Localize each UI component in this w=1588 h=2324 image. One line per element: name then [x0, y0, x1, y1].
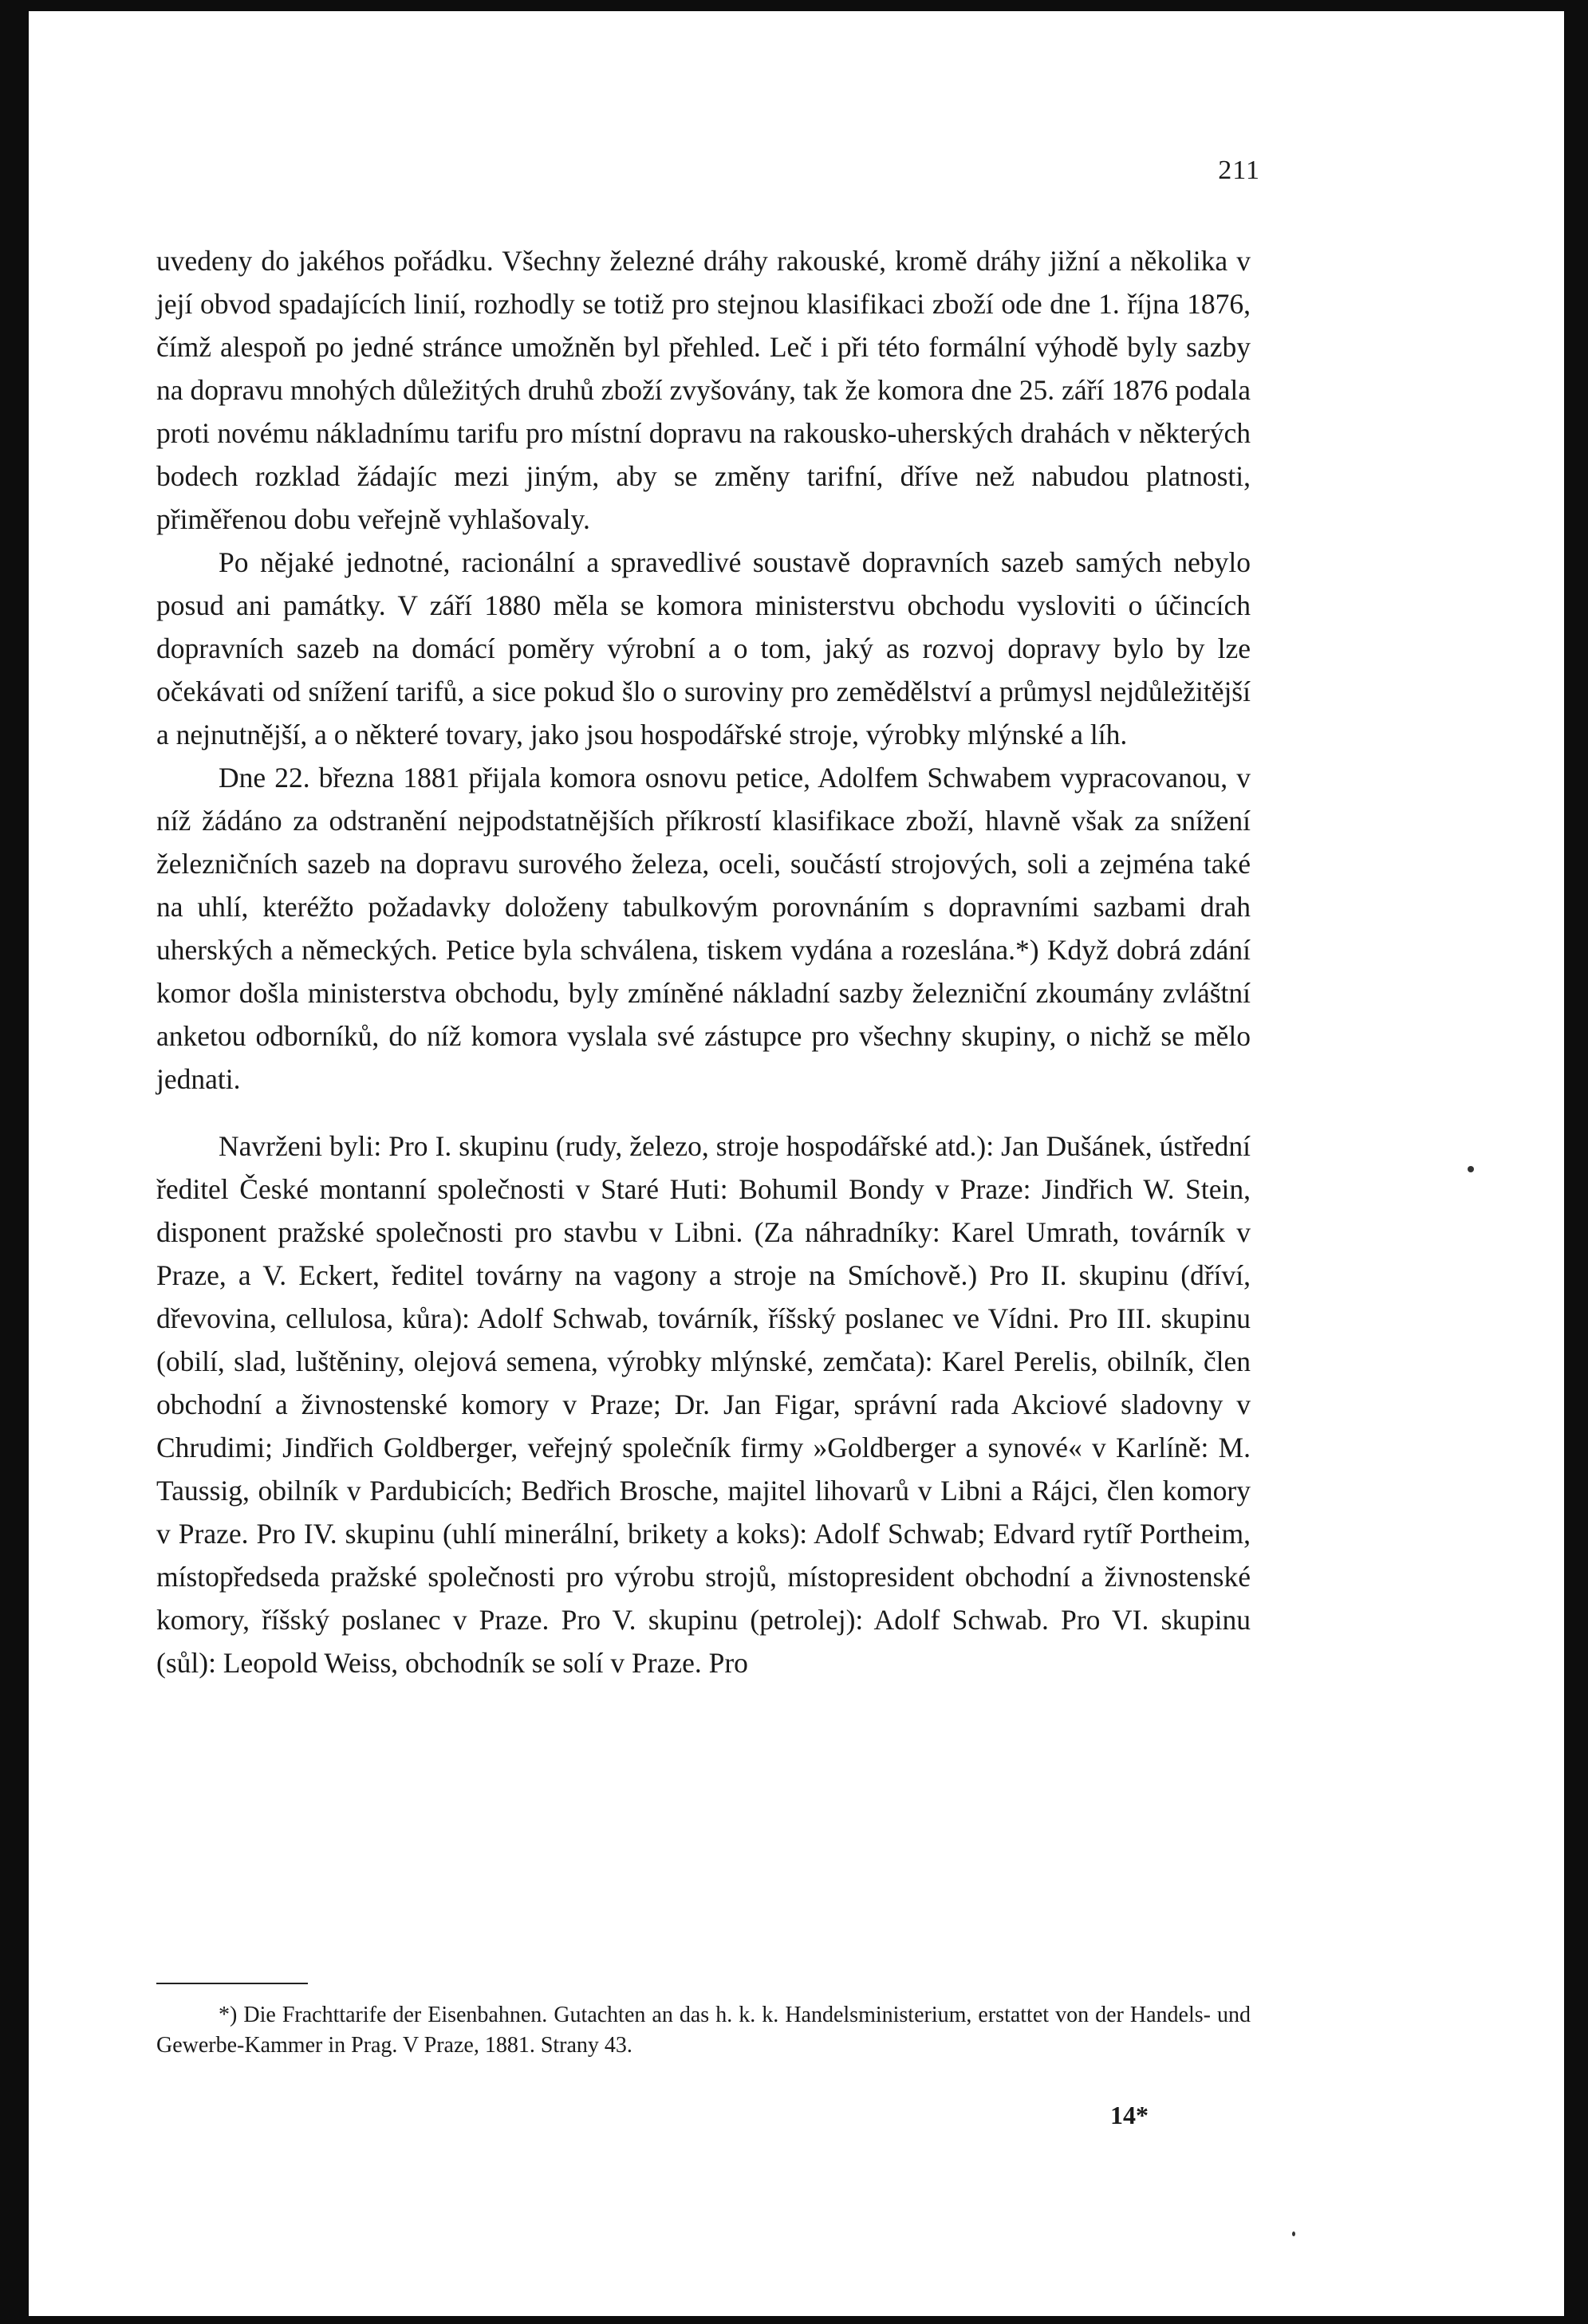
paragraph-4: Navrženi byli: Pro I. skupinu (rudy, železo, stroje hospodářské atd.): Jan Dušánek, ústřední ředitel České montanní společnosti v Staré Huti: Bohumil Bondy v Praze: Jindřich W. Stein, disponent pražské společnosti pro stavbu v Libni. (Za náhradníky: Karel Umrath, továrník v Praze, a V. Eckert, ředitel továrny na vagony a stroje na Smíchově.) Pro II. skupinu (dříví, dřevovina, cellulosa, kůra): Adolf Schwab, továrník, říšský poslanec ve Vídni. Pro III. skupinu (obilí, slad, luštěniny, olejová semena, výrobky mlýnské, zemčata): Karel Perelis, obilník, člen obchodní a živnostenské komory v Praze; Dr. Jan Figar, správní rada Akciové sladovny v Chrudimi; Jindřich Goldberger, veřejný společník firmy »Goldberger a synové« v Karlíně: M. Taussig, obilník v Pardubicích; Bedřich Brosche, majitel lihovarů v Libni a Rájci, člen komory v Praze. Pro IV. skupinu (uhlí minerální, brikety a koks): Adolf Schwab; Edvard rytíř Portheim, místopředseda pražské společnosti pro výrobu strojů, místopresident obchodní a živnostenské komory, říšský poslanec v Praze. Pro V. skupinu (petrolej): Adolf Schwab. Pro VI. skupinu (sůl): Leopold Weiss, obchodník se solí v Praze. Pro: [156, 1130, 1251, 1679]
scan-speck: [1292, 2231, 1295, 2236]
footnote: *) Die Frachttarife der Eisenbahnen. Gutachten an das h. k. k. Handelsministerium, erstattet von der Handels- und Gewerbe-Kammer in Prag. V Praze, 1881. Strany 43.: [156, 2003, 1251, 2058]
footnote-divider: [156, 1983, 308, 1984]
scan-border-right: [1564, 0, 1588, 2324]
scan-speck: [1468, 1166, 1474, 1172]
paragraph-2: Po nějaké jednotné, racionální a spravedlivé soustavě dopravních sazeb samých nebylo posud ani památky. V září 1880 měla se komora ministerstvu obchodu vysloviti o účincích dopravních sazeb na domácí poměry výrobní a o tom, jaký as rozvoj dopravy bylo by lze očekávati od snížení tarifů, a sice pokud šlo o suroviny pro zemědělství a průmysl nejdůležitější a nejnutnější, a o některé tovary, jako jsou hospodářské stroje, výrobky mlýnské a líh.: [156, 546, 1251, 750]
body-text: [156, 239, 1251, 1684]
page-number: 211: [1218, 156, 1260, 185]
scan-border-left: [0, 0, 29, 2324]
paragraph-3: Dne 22. března 1881 přijala komora osnovu petice, Adolfem Schwabem vypracovanou, v níž žádáno za odstranění nejpodstatnějších příkrostí klasifikace zboží, hlavně však za snížení železničních sazeb na dopravu surového železa, oceli, součástí strojových, soli a zejména také na uhlí, kteréžto požadavky doloženy tabulkovým porovnáním s dopravními sazbami drah uherských a německých. Petice byla schválena, tiskem vydána a rozeslána.*) Když dobrá zdání komor došla ministerstva obchodu, byly zmíněné nákladní sazby železniční zkoumány zvláštní anketou odborníků, do níž komora vyslala své zástupce pro všechny skupiny, o nichž se mělo jednati.: [156, 762, 1251, 1095]
paragraph-1: uvedeny do jakéhos pořádku. Všechny železné dráhy rakouské, kromě dráhy jižní a několika v její obvod spadajících linií, rozhodly se totiž pro stejnou klasifikaci zboží ode dne 1. října 1876, čímž alespoň po jedné stránce umožněn byl přehled. Leč i při této formální výhodě byly sazby na dopravu mnohých důležitých druhů zboží zvyšovány, tak že komora dne 25. září 1876 podala proti novému nákladnímu tarifu pro místní dopravu na rakousko-uherských drahách v některých bodech rozklad žádajíc mezi jiným, aby se změny tarifní, dříve než nabudou platnosti, přiměřenou dobu veřejně vyhlašovaly.: [156, 245, 1251, 535]
scan-border-top: [0, 0, 1588, 11]
printer-signature-mark: 14*: [1110, 2101, 1149, 2129]
scan-border-bottom: [0, 2316, 1588, 2324]
